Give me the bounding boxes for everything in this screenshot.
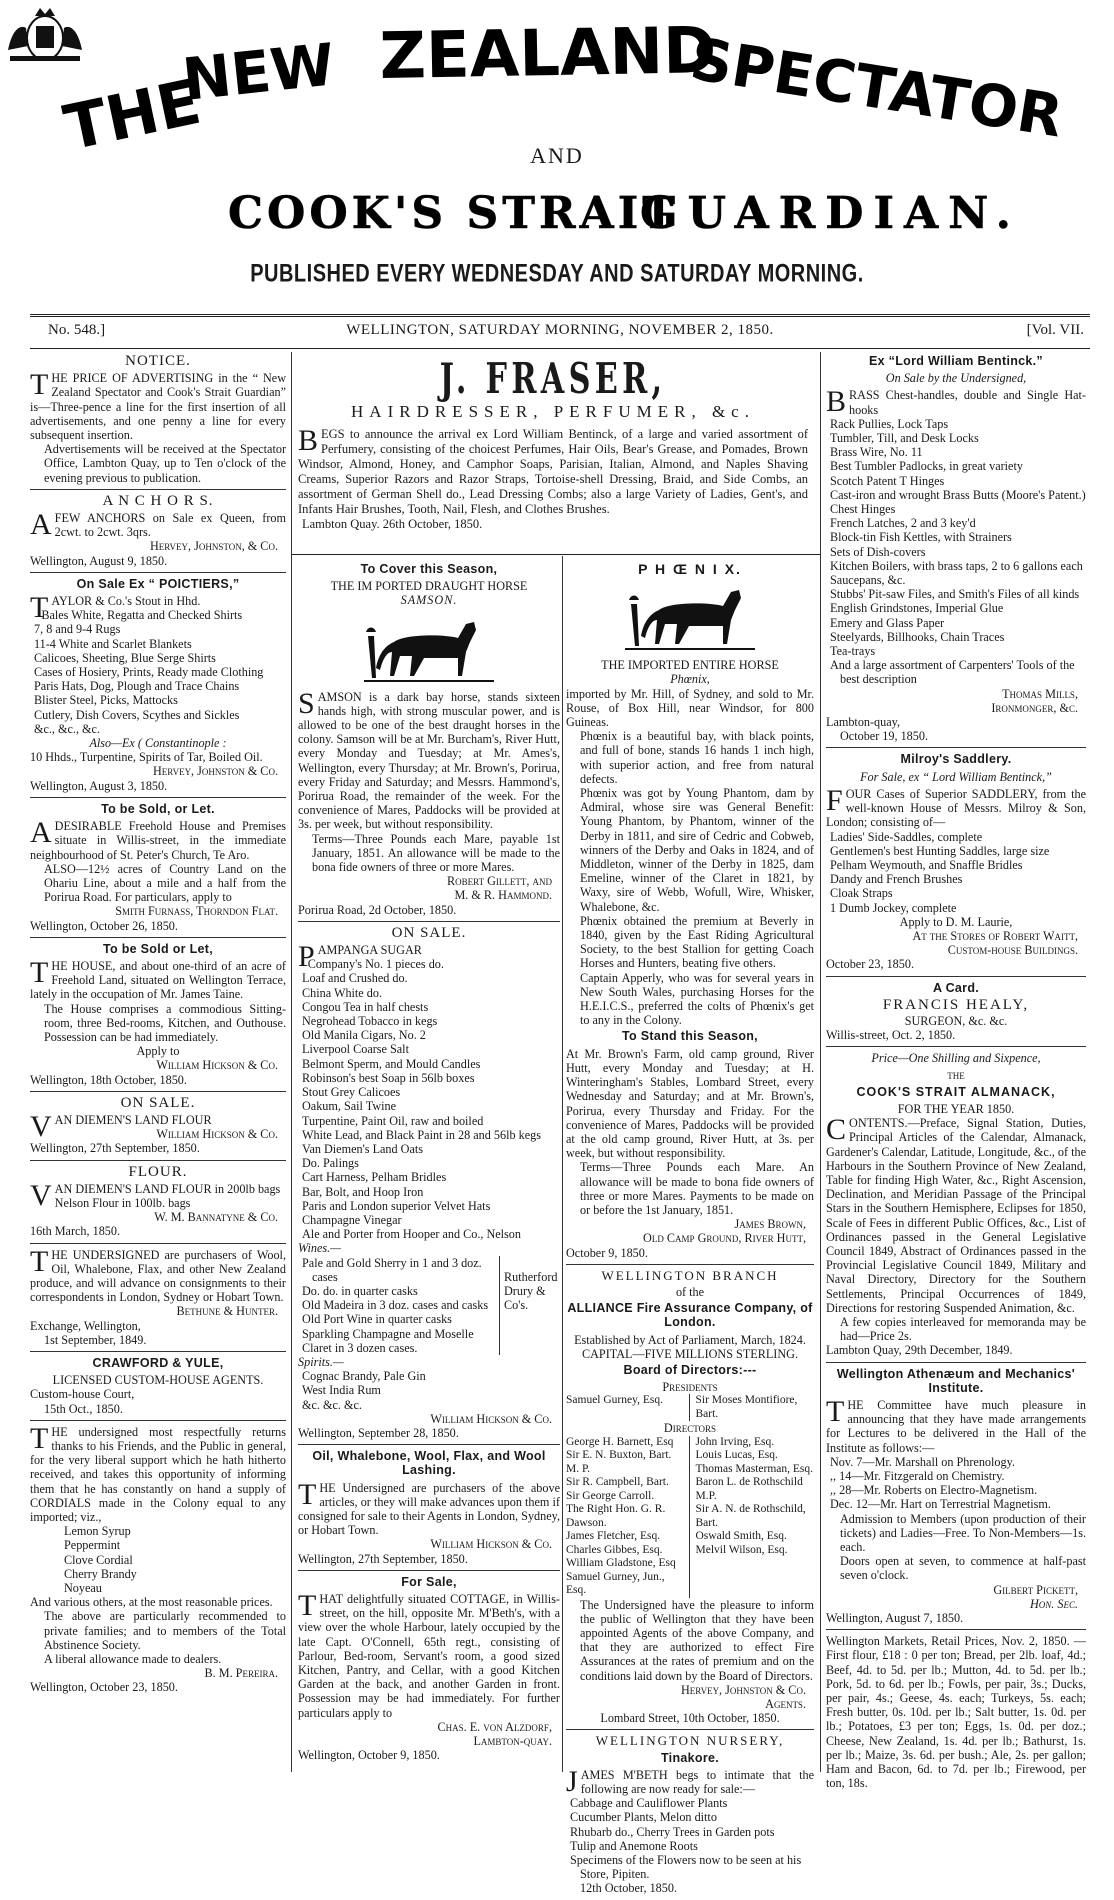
ad-place: Wellington, October 9, 1850. [298,1748,440,1763]
list-item: Noyeau [64,1581,102,1596]
ad-place: Wellington, September 28, 1850. [298,1425,459,1440]
ad-heading: Oil, Whalebone, Wool, Flax, and Wool Lashing. [312,1449,546,1478]
ad-text: ADESIRABLE Freehold House and Premises situate in Willis-street, in the immediate neighbourhood of St. Peter's Church, Te Aro. [30,816,286,862]
ad-text: Terms—Three Pounds each Mare, payable 1st January, 1851. An allowance will be made to the bona fide owners of three or more Mares. [312,831,560,875]
ad-signature: William Hickson & Co. [430,1411,552,1426]
column-divider [562,556,563,1772]
ad-text: THE HOUSE, and about one-third of an acre of Freehold Land, situated on Wellington Terrace, lately in the occupation of Mr. James Taine. [30,955,286,1002]
list-item: ,, 14—Mr. Fitzgerald on Chemistry. [830,1469,1005,1484]
list-item: 11-4 White and Scarlet Blankets [34,636,192,651]
pampanga-ad [298,926,560,1445]
list-item: Stubbs' Pit-saw Files, and Smith's Files of all kinds [830,587,1080,602]
table-cell: Oswald Smith, Esq. [695,1530,787,1543]
masthead-rule [30,314,1090,317]
ad-text: Apply to D. M. Laurie, [899,914,1013,929]
ad-text: BRASS Chest-handles, double and Single Hat-hooks [826,385,1086,419]
ad-signature: Custom-house Buildings. [947,943,1078,958]
ad-place: Wellington, 18th October, 1850. [30,1072,187,1087]
table-cell: John Irving, Esq. [695,1435,775,1448]
ad-text: imported by Mr. Hill, of Sydney, and sold to Mr. Rouse, of Box Hill, near Windsor, for 800 Guineas. [566,686,814,730]
ad-subheading: On Sale by the Undersigned, [885,371,1027,386]
list-item: Paris Hats, Dog, Plough and Trace Chains [34,679,240,694]
ad-text: Phœnix obtained the premium at Beverly in 1840, given by the East Riding Agricultural Society, to the best Stallion for getting Coach Horses and Hunters, beating five others. [580,913,814,971]
section-label: Spirits.— [298,1354,344,1369]
list-item: Cognac Brandy, Pale Gin [302,1369,426,1384]
ad-signature: Bethune & Hunter. [176,1304,278,1319]
ad-heading: J. FRASER, [439,354,667,403]
ad-place: Lambton Quay. 26th October, 1850. [302,517,483,531]
list-item: Chest Hinges [830,502,896,517]
ad-subheading: LICENSED CUSTOM-HOUSE AGENTS. [52,1373,264,1388]
ad-heading: To Stand this Season, [622,1029,758,1044]
list-item: Nov. 7—Mr. Marshall on Phrenology. [830,1454,1015,1469]
list-item: Robinson's best Soap in 56lb boxes [302,1070,475,1085]
ad-text: THE undersigned most respectfully returns thanks to his Friends, and the Public in general, for the very liberal support which he hath hitherto received, and takes this opportunity of informing them that he has constantly on hand a supply of CORDIALS made in the Colony equal to any imported; viz., [30,1421,286,1525]
ad-text: The Undersigned have the pleasure to inform the public of Wellington that they have been appointed Agents of the above Company, and that they are authorized to effect Fire Assurances at the rates of premium and on the conditions laid down by the Board of Directors. [580,1597,814,1683]
ad-signature: William Hickson & Co. [430,1537,552,1552]
ad-heading: For Sale, [401,1574,457,1589]
table-cell: Charles Gibbes, Esq. [566,1543,663,1556]
list-item: Oakum, Sail Twine [302,1099,397,1114]
masthead [0,0,1114,300]
ad-heading: ON SALE. [120,1094,196,1111]
hardware-ad [826,354,1086,748]
goods-list [298,1369,560,1412]
list-item: Ladies' Side-Saddles, complete [830,829,983,844]
ad-text: The above are particularly recommended to private families; and to members of the Total Abstinence Society. [44,1609,286,1652]
list-item: Old Manila Cigars, No. 2 [302,1028,426,1043]
directors-table [566,1436,814,1598]
goods-list [826,417,1086,687]
list-item: Old Port Wine in quarter casks [302,1312,452,1327]
ad-signature: Hervey, Johnston, & Co. [149,539,278,554]
ad-signature: Thomas Mills, [1002,686,1078,701]
ad-text: VAN DIEMEN'S LAND FLOUR [30,1109,212,1143]
list-item: Cutlery, Dish Covers, Scythes and Sickles [34,707,240,722]
presidents-table [566,1394,814,1421]
royal-crest-icon [0,0,90,64]
list-item: Tea-trays [830,644,876,659]
list-item: China White do. [302,985,382,1000]
list-item: Cart Harness, Pelham Bridles [302,1170,447,1185]
fraser-rule [292,554,820,555]
ad-subheading: SAMSON. [400,593,458,608]
athenaeum-ad [826,1367,1086,1631]
masthead-published: PUBLISHED EVERY WEDNESDAY AND SATURDAY MORNING. [250,260,864,288]
lecture-list [826,1455,1086,1512]
samson-ad [298,562,560,922]
ad-text: And various others, at the most reasonable prices. [30,1595,273,1610]
ad-text: VAN DIEMEN'S LAND FLOUR in 200lb bags [30,1178,281,1212]
column-1 [30,352,286,1772]
list-item: Tulip and Anemone Roots [570,1838,698,1853]
ad-text: THAT delightfully situated COTTAGE, in Willis-street, on the hill, opposite Mr. M'Beth's, with a view over the whole Harbour, lately occupied by the late Capt. O'Connell, 65th regt., consisting of Parlour, Bed-room, Servant's room, a good sized Kitchen, Pantry, and Cellar, with a good Kitchen Garden at the back, and another Garden in front. Possession may be had immediately. For further particulars apply to [298,1589,560,1720]
wines-block [298,1256,560,1355]
ad-text: SAMSON is a dark bay horse, stands sixteen hands high, with strong muscular power, and is allowed to be one of the best draught horses in the colony. Samson will be at Mr. Burcham's, River Hutt, every Monday and Tuesday; at Mr. Ames's, Wellington, every Thursday; at Mr. Brown's, Porirua, every Friday and Saturday; and Messrs. Hammond's, Porirua Road, the remainder of the week. For the convenience of Mares, Paddocks will be provided at 3s. per week, but without responsibility. [298,686,560,832]
ad-text: A liberal allowance made to dealers. [44,1652,222,1667]
list-item: Cabbage and Cauliflower Plants [570,1796,728,1811]
dateline-rule [30,348,1090,349]
list-item: Rack Pullies, Lock Taps [830,416,949,431]
ad-signature: Old Camp Ground, River Hutt, [643,1231,806,1246]
list-item: Gentlemen's best Hunting Saddles, large size [830,843,1050,858]
ad-heading: Milroy's Saddlery. [900,752,1012,767]
cordials-ad [30,1421,286,1699]
list-item: Do. Palings [302,1156,359,1171]
list-item: Old Madeira in 3 doz. cases and casks [302,1298,489,1313]
ad-subheading: THE IM PORTED DRAUGHT HORSE [330,579,528,594]
list-item: Ale and Porter from Hooper and Co., Nelson [302,1227,521,1242]
list-item: Cucumber Plants, Melon ditto [570,1810,717,1825]
masthead-word-2: NEW [179,30,338,114]
ad-subheading: FOR THE YEAR 1850. [897,1101,1015,1116]
ad-text: CAPITAL—FIVE MILLIONS STERLING. [581,1346,799,1361]
ad-signature: Hervey, Johnston & Co. [152,764,278,779]
anchors-ad [30,494,286,573]
list-item: Do. do. in quarter casks [302,1283,418,1298]
bethune-ad [30,1244,286,1352]
masthead-word-3: ZEALAND [378,14,717,94]
ad-subheading: Phœnix, [670,672,710,687]
list-item: Tumbler, Till, and Desk Locks [830,431,979,446]
list-item: Cases of Hosiery, Prints, Ready made Clothing [34,665,264,680]
surgeon-card-ad [826,981,1086,1048]
table-cell: Thomas Masterman, Esq. [695,1462,814,1475]
ad-text: A few copies interleaved for memoranda may be had—Price 2s. [840,1315,1086,1344]
goods-list [826,830,1086,915]
ad-heading: ALLIANCE Fire Assurance Company, of London. [567,1301,813,1330]
list-item: Stout Grey Calicoes [302,1085,401,1100]
ad-place: 16th March, 1850. [30,1224,121,1239]
list-item: Cast-iron and wrought Brass Butts (Moore's Patent.) [830,487,1086,502]
volume-number: [Vol. VII. [1026,322,1084,338]
list-item: &c. &c. &c. [302,1397,362,1412]
list-item: Kitchen Boilers, with brass taps, 2 to 6 gallons each [830,558,1083,573]
masthead-subtitle-left: COOK'S STRAIT [228,188,680,239]
list-item: Steelyards, Billhooks, Chain Traces [830,629,1005,644]
ad-text: Apply to [136,1044,180,1059]
ad-heading: A N C H O R S. [102,492,214,509]
table-cell: Sir Moses Montifiore, Bart. [695,1394,798,1420]
oil-ad [298,1449,560,1571]
alliance-ad [566,1269,814,1731]
directors-right [690,1436,815,1598]
horse-icon [354,612,504,686]
ad-text: JAMES M'BETH begs to intimate that the following are now ready for sale:— [566,1764,814,1798]
list-item: ,, 28—Mr. Roberts on Electro-Magnetism. [830,1483,1038,1498]
list-item: Dandy and French Brushes [830,872,963,887]
ad-subheading: SURGEON, &c. &c. [904,1013,1008,1028]
ad-heading: NOTICE. [125,353,191,369]
list-item: And a large assortment of Carpenters' Tools of the best description [830,658,1075,687]
list-item: Brass Wire, No. 11 [830,445,923,460]
ad-place: Lombard Street, 10th October, 1850. [600,1711,780,1726]
list-item: Liverpool Coarse Salt [302,1042,409,1057]
flour-ad [30,1165,286,1244]
ad-text: Nelson Flour in 100lb. bags [54,1195,191,1210]
ad-heading: On Sale Ex “ POICTIERS,” [76,576,240,591]
issue-date: WELLINGTON, SATURDAY MORNING, NOVEMBER 2, 1850. [346,322,774,338]
ad-text: Wellington Markets, Retail Prices, Nov. 2, 1850. — First flour, £18 : 0 per ton; Bread, per 2lb. loaf, 4d.; Beef, 4d. to 5d. per lb.; Mutton, 4d. to 5d. per lb.; Pork, 5d. to 6d. per lb.; Fowls, per pair, 3s.; Ducks, per pair, 4s.; Geese, 4s. each; Turkeys, 5s. each; Fresh butter, 0s. 10d. per lb.; Salt butter, 1s. 0d. per lb.; Potatoes, £3 per ton; Eggs, 1s. 0d. per doz.; Cheese, New Zealand, 1s. 4d. per lb.; Bathurst, 1s. per lb.; Maize, 3s. 6d. per bush.; Ale, 2s. per gallon; Ham and Bacon, 6d. to 7d. per lb.; Firewood, per ton, 18s. [826,1634,1086,1791]
cottage-ad [298,1575,560,1767]
table-cell: William Gladstone, Esq [566,1557,676,1570]
issue-number: No. 548.] [48,322,106,338]
ad-text: ALSO—12½ acres of Country Land on the Ohariu Line, about a mile and a half from the Porirua Road. For particulars, apply to [44,861,286,905]
ad-text: CONTENTS.—Preface, Signal Station, Duties, Principal Articles of the Calendar, Almanack, Gardener's Calendar, Latitude, Longitude, &c., of the Harbours in the Southern Province of New Zealand, Table for finding High Water, &c., Right Ascension, Declination, and Meridian Passage of the Principal Stars in the Southern Hemisphere, Eclipses for 1850, Scale of Fees in different Public Offices, &c., List of Ordinances passed in the General Legislative Council 1849, Abstract of Ordinances passed in the Provincial Legislative Council 1849, Military and Naval Directory, Directory for the Southern Settlements, Principal Occurrences of 1849, Directions for restoring Suspended Animation, &c. [826,1113,1086,1315]
list-item: Sparkling Champagne and Moselle [302,1326,474,1341]
masthead-and: AND [530,143,584,168]
list-item: Belmont Sperm, and Mould Candles [302,1056,481,1071]
flour-sale-ad [30,1096,286,1161]
table-cell: Sir R. Campbell, Bart. [566,1476,669,1489]
almanack-ad [826,1051,1086,1362]
list-item: &c., &c., &c. [34,721,100,736]
ad-heading: WELLINGTON NURSERY, [595,1733,785,1749]
ad-place: Wellington, October 26, 1850. [30,918,178,933]
list-item: Loaf and Crushed do. [302,971,408,986]
house-ad [30,942,286,1092]
list-item: Bales White, Regatta and Checked Shirts [41,608,243,623]
column-2 [298,560,560,1772]
ad-place: Wellington, August 9, 1850. [30,553,168,568]
ad-heading: P H Œ N I X. [638,561,742,577]
ad-signature: W. M. Bannatyne & Co. [154,1210,278,1225]
ad-place: Lambton Quay, 29th December, 1849. [826,1343,1013,1358]
ad-text: AFEW ANCHORS on Sale ex Queen, from 2cwt. to 2cwt. 3qrs. [30,508,286,542]
list-item: 7, 8 and 9-4 Rugs [34,622,121,637]
list-item: Calicoes, Sheeting, Blue Serge Shirts [34,650,216,665]
ad-place: Lambton-quay, [826,715,901,730]
notice-ad [30,354,286,490]
table-cell: Samuel Gurney, Jun., Esq. [566,1570,665,1597]
fraser-ad [292,352,814,552]
ad-signature: Agents. [765,1696,806,1711]
list-item: Bar, Bolt, and Hoop Iron [302,1184,424,1199]
table-cell: Louis Lucas, Esq. [695,1449,778,1462]
ad-text: THE Committee have much pleasure in announcing that they have made arrangements for Lectures to be delivered in the Hall of the Institute as follows:— [826,1395,1086,1455]
ad-signature: M. & R. Hammond. [454,888,552,903]
ad-heading: Ex “Lord William Bentinck.” [869,354,1043,368]
ad-place: Wellington, October 23, 1850. [30,1680,178,1695]
ad-heading: ON SALE. [391,924,467,941]
ad-place: Wellington, 27th September, 1850. [30,1141,200,1156]
goods-list [30,1524,286,1595]
list-item: Pelham Weymouth, and Snaffle Bridles [830,857,1023,872]
list-item: White Lead, and Black Paint in 28 and 56lb kegs [302,1127,541,1142]
list-item: English Grindstones, Imperial Glue [830,601,1004,616]
ad-place: October 9, 1850. [566,1245,648,1260]
list-item: Clove Cordial [64,1552,133,1567]
ad-text: Advertisements will be received at the Spectator Office, Lambton Quay, up to Ten o'clock of the evening previous to publication. [44,442,286,485]
list-item: Negrohead Tobacco in kegs [302,1014,438,1029]
ad-signature: At the Stores of Robert Waitt, [912,928,1078,943]
nursery-ad [566,1734,814,1899]
ad-place: 15th Oct., 1850. [44,1401,123,1416]
ad-text: Established by Act of Parliament, March, 1824. [574,1332,806,1347]
wines-note: Rutherford Drury & Co's. [499,1256,560,1355]
table-cell: George H. Barnett, Esq [566,1435,674,1448]
table-cell: Samuel Gurney, Esq. [566,1394,690,1421]
ad-text: of the [675,1284,705,1299]
ad-place: Wellington, August 3, 1850. [30,778,168,793]
ad-subheading: Tinakore. [660,1750,720,1765]
goods-list [298,1256,499,1355]
ad-heading: Wellington Athenæum and Mechanics' Institute. [836,1366,1076,1395]
ad-signature: Lambton-quay. [473,1734,552,1749]
ad-text: THE UNDERSIGNED are purchasers of Wool, Oil, Whalebone, Flax, and other New Zealand produce, and will advance on consignments to their correspondents in London, Sydney or Hobart Town. [30,1244,286,1305]
list-item: French Latches, 2 and 3 key'd [830,516,976,531]
directors-left [566,1436,690,1598]
ad-signature: William Hickson & Co. [156,1058,278,1073]
ad-place: October 23, 1850. [826,957,915,972]
ad-signature: Robert Gillett, and [446,874,552,889]
ad-place: Wellington, August 7, 1850. [826,1611,964,1626]
goods-list [566,1796,814,1881]
masthead-word-4: SPECTATOR [685,24,1068,151]
column-divider [820,352,821,1772]
table-cell: Sir George Carroll. [566,1489,655,1502]
ad-text: Phœnix is a beautiful bay, with black points, and full of bone, stands 16 hands 1 inch high, with superior action, and free from natural defects. [580,729,814,786]
table-cell: Melvil Wilson, Esq. [695,1543,788,1556]
section-label: Wines.— [298,1241,341,1256]
list-item: Specimens of the Flowers now to be seen at his Store, Pipiten. [570,1853,802,1882]
saddlery-ad [826,752,1086,976]
list-item: Congou Tea in half chests [302,999,429,1014]
ad-heading: To be Sold or Let, [102,941,214,956]
ad-signature: Chas. E. von Alzdorf, [437,1719,552,1734]
masthead-word-1: THE [57,64,207,165]
ad-text: Also—Ex ( Constantinople : [89,736,227,751]
ad-heading: CRAWFORD & YULE, [92,1356,224,1370]
list-item: Company's No. 1 pieces do. [307,957,444,972]
list-item: Rhubarb do., Cherry Trees in Garden pots [570,1824,775,1839]
ad-subheading: For Sale, ex “ Lord William Bentinck,” [860,769,1052,784]
ad-place: Exchange, Wellington, [30,1318,141,1333]
list-item: Best Tumbler Padlocks, in great variety [830,459,1023,474]
ad-signature: Smith Furnass, Thorndon Flat. [115,904,278,919]
crawford-ad [30,1356,286,1421]
list-item: Sets of Dish-covers [830,544,926,559]
ad-heading: Board of Directors:--- [623,1362,757,1377]
masthead-subtitle-right: GUARDIAN. [640,188,1021,239]
list-item: Peppermint [64,1538,121,1553]
ad-text: THE PRICE OF ADVERTISING in the “ New Zealand Spectator and Cook's Strait Guardian” is—Three-pence a line for the first insertion of all advertisements, and one penny a line for every subsequent insertion. [30,368,286,443]
goods-list [30,608,286,736]
ad-heading: A Card. [932,980,980,995]
ad-heading: COOK'S STRAIT ALMANACK, [856,1084,1056,1099]
table-cell: The Right Hon. G. R. Dawson. [566,1503,666,1529]
ad-text: BEGS to announce the arrival ex Lord William Bentinck, of a large and varied assortment of Perfumery, consisting of the choicest Perfumes, Hair Oils, Bear's Grease, and Pomades, Brown Windsor, Almond, Honey, and Camphor Soaps, Parisian, Italian, Almond, and Naples Shaving Creams, Superior Razors and Razor Straps, Tortoise-shell Dressing, Braid, and Side Combs, an assortment of German Shell do., Lead Dressing Combs; also a large Variety of Ladies, Gent's, and Infants Hair Brushes, Tooth, Nail, Flesh, and Clothes Brushes. [298,424,808,516]
list-item: Saucepans, &c. [830,573,906,588]
list-item: Pale and Gold Sherry in 1 and 3 doz. cases [302,1255,482,1284]
ad-signature: Gilbert Pickett, [993,1582,1078,1597]
list-item: Dec. 12—Mr. Hart on Terrestrial Magnetism. [830,1497,1051,1512]
ad-subheading: FRANCIS HEALY, [882,996,1030,1013]
ad-signature: Hervey, Johnston & Co. [680,1682,806,1697]
ad-subheading: Directors [663,1421,717,1436]
list-item: Champagne Vinegar [302,1212,402,1227]
column-3 [566,560,814,1896]
sold-or-let-ad [30,802,286,938]
phoenix-ad [566,562,814,1265]
list-item: Claret in 3 dozen cases. [302,1340,418,1355]
ad-heading: WELLINGTON BRANCH [601,1267,779,1283]
ad-text: The House comprises a commodious Sitting-room, three Bed-rooms, Kitchen, and Outhouse. Possession can be had immediately. [44,1001,286,1044]
list-item: Cherry Brandy [64,1566,137,1581]
list-item: Scotch Patent T Hinges [830,473,945,488]
ad-signature: James Brown, [734,1217,806,1232]
dateline [30,320,1090,344]
ad-text: Doors open at seven, to commence at half-past seven o'clock. [840,1554,1086,1583]
list-item: Turpentine, Paint Oil, raw and boiled [302,1113,484,1128]
ad-subheading: THE IMPORTED ENTIRE HORSE [601,658,779,673]
list-item: Block-tin Fish Kettles, with Strainers [830,530,1012,545]
horse-icon [615,580,765,654]
table-cell: Sir E. N. Buxton, Bart. M. P. [566,1449,672,1475]
list-item: Emery and Glass Paper [830,615,945,630]
ad-place: Wellington, 27th September, 1850. [298,1551,468,1566]
ad-signature: Ironmonger, &c. [991,700,1078,715]
goods-list [298,957,560,1241]
ad-heading: To Cover this Season, [360,562,498,576]
ad-subheading: HAIRDRESSER, PERFUMER, &c. [351,402,755,421]
ad-text: FOUR Cases of Superior SADDLERY, from the well-known House of Messrs. Milroy & Son, London; consisting of— [826,783,1086,830]
ad-heading: FLOUR. [128,1163,188,1180]
ad-signature: William Hickson & Co. [156,1127,278,1142]
ad-place: 12th October, 1850. [580,1881,677,1896]
list-item: Lemon Syrup [64,1524,131,1539]
ad-place: Porirua Road, 2d October, 1850. [298,902,457,917]
ad-text: PAMPANGA SUGAR [298,940,422,974]
ad-place: October 19, 1850. [840,729,929,744]
ad-text: TAYLOR & Co.'s Stout in Hhd. [30,591,201,625]
ad-heading: To be Sold, or Let. [101,801,215,816]
ad-subheading: Price—One Shilling and Sixpence, [871,1051,1041,1066]
ad-signature: Hon. Sec. [1029,1596,1078,1611]
column-divider [291,352,292,1772]
ad-text: Captain Apperly, who was for several years in New South Wales, purchasing Horses for the H.E.I.C.S., preferred the colts of Phœnix's get to any in the Colony. [580,970,814,1028]
ad-place: Custom-house Court, [30,1387,135,1402]
ad-text: Terms—Three Pounds each Mare. An allowance will be made to bona fide owners of three or more Mares. Payments to be made on or before the 1st January, 1851. [580,1160,814,1217]
list-item: Blister Steel, Picks, Mattocks [34,693,178,708]
ad-place: Willis-street, Oct. 2, 1850. [826,1028,956,1043]
list-item: Cloak Straps [830,886,893,901]
table-cell: Sir A. N. de Rothschild, Bart. [695,1503,806,1529]
column-4 [826,352,1086,1791]
list-item: West India Rum [302,1383,381,1398]
ad-text: Phœnix was got by Young Phantom, dam by Admiral, whose sire was General Benefit: Young Phantom, by Phantom, winner of the Derby in 1811, and sire of Cedric and Cobweb, winners of the Derby and Oaks in 1824, and of Middleton, winner of the Derby in 1825, dam Emeline, winner of the Claret in 1821, by Waxy, sire of Webb, Wofull, Wire, Whisker, Whalebone, &c. [580,786,814,914]
ad-text: THE Undersigned are purchasers of the above articles, or they will make advances upon them if consigned for sale to their Agents in London, Sydney, or Hobart Town. [298,1477,560,1538]
ad-signature: B. M. Pereira. [204,1666,278,1681]
ad-subheading: Presidents [662,1380,718,1395]
ad-text: THE [947,1070,965,1081]
list-item: Van Diemen's Land Oats [302,1141,423,1156]
ad-text: 10 Hhds., Turpentine, Spirits of Tar, Boiled Oil. [30,750,263,765]
ad-place: 1st September, 1849. [44,1332,147,1347]
ad-text: Admission to Members (upon production of their tickets) and Ladies—Free. To Non-Members—1s. each. [840,1511,1086,1555]
table-cell: James Fletcher, Esq. [566,1530,661,1543]
poictiers-ad [30,577,286,798]
list-item: 1 Dumb Jockey, complete [830,900,957,915]
list-item: Paris and London superior Velvet Hats [302,1198,491,1213]
ad-text: At Mr. Brown's Farm, old camp ground, River Hutt, every Monday and Tuesday; at H. Winteringham's Stables, Lombard Street, every Wednesday and Saturday; and at Mr. Brown's, Porirua, every Thursday and Friday. For the convenience of Mares, Paddocks will be provided at the old camp ground, River Hutt, at 3s. per week, but without responsibility. [566,1046,814,1161]
table-cell: Baron L. de Rothschild M.P. [695,1476,803,1502]
market-prices [826,1634,1086,1794]
